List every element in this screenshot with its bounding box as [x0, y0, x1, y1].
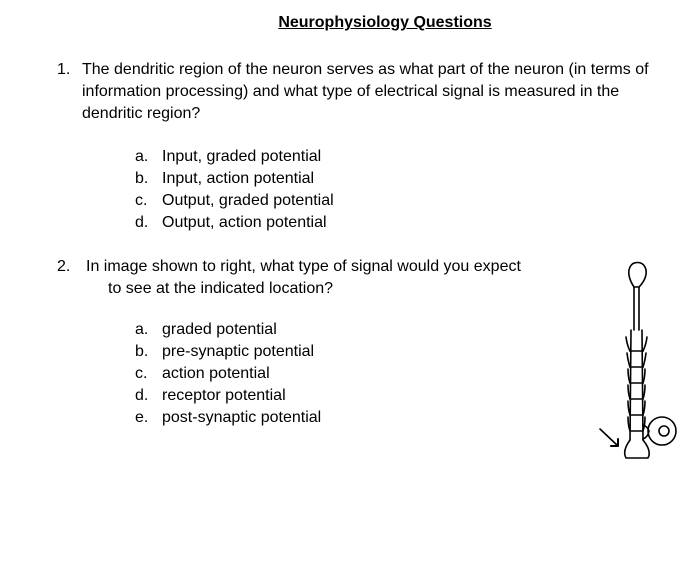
option-letter: a. [135, 321, 149, 338]
dendrite-knob [629, 263, 646, 288]
cell-body [648, 417, 676, 445]
option-text: pre-synaptic potential [162, 343, 315, 360]
page-title: Neurophysiology Questions [278, 14, 492, 31]
option-letter: e. [135, 409, 149, 426]
option-letter: c. [135, 365, 148, 382]
question-number: 2. [57, 258, 71, 275]
option-text: Input, action potential [162, 170, 315, 187]
question-line: information processing) and what type of electrical signal is measured in the [82, 83, 620, 100]
myelin-sheath [630, 330, 643, 440]
option-text: receptor potential [162, 387, 286, 404]
option-text: Input, graded potential [162, 148, 322, 165]
option-letter: b. [135, 343, 149, 360]
indicator-arrow [600, 429, 618, 446]
option-text: graded potential [162, 321, 277, 338]
question-number: 1. [57, 61, 71, 78]
option-text: Output, action potential [162, 214, 327, 231]
question-line: The dendritic region of the neuron serves as what part of the neuron (in terms of [82, 61, 649, 78]
option-letter: d. [135, 214, 149, 231]
option-text: action potential [162, 365, 270, 382]
neuron-diagram [590, 255, 690, 470]
axon-terminal [625, 440, 650, 458]
option-letter: d. [135, 387, 149, 404]
option-letter: a. [135, 148, 149, 165]
question-line: dendritic region? [82, 105, 201, 122]
question-text [86, 256, 521, 300]
question-line: In image shown to right, what type of signal would you expect [86, 258, 521, 275]
option-letter: c. [135, 192, 148, 209]
option-letter: b. [135, 170, 149, 187]
question-text [82, 59, 649, 125]
question-line: to see at the indicated location? [108, 280, 334, 297]
option-text: Output, graded potential [162, 192, 334, 209]
node-marks [630, 351, 643, 431]
nucleus [659, 426, 669, 436]
option-text: post-synaptic potential [162, 409, 322, 426]
axon-stalk [634, 287, 639, 330]
